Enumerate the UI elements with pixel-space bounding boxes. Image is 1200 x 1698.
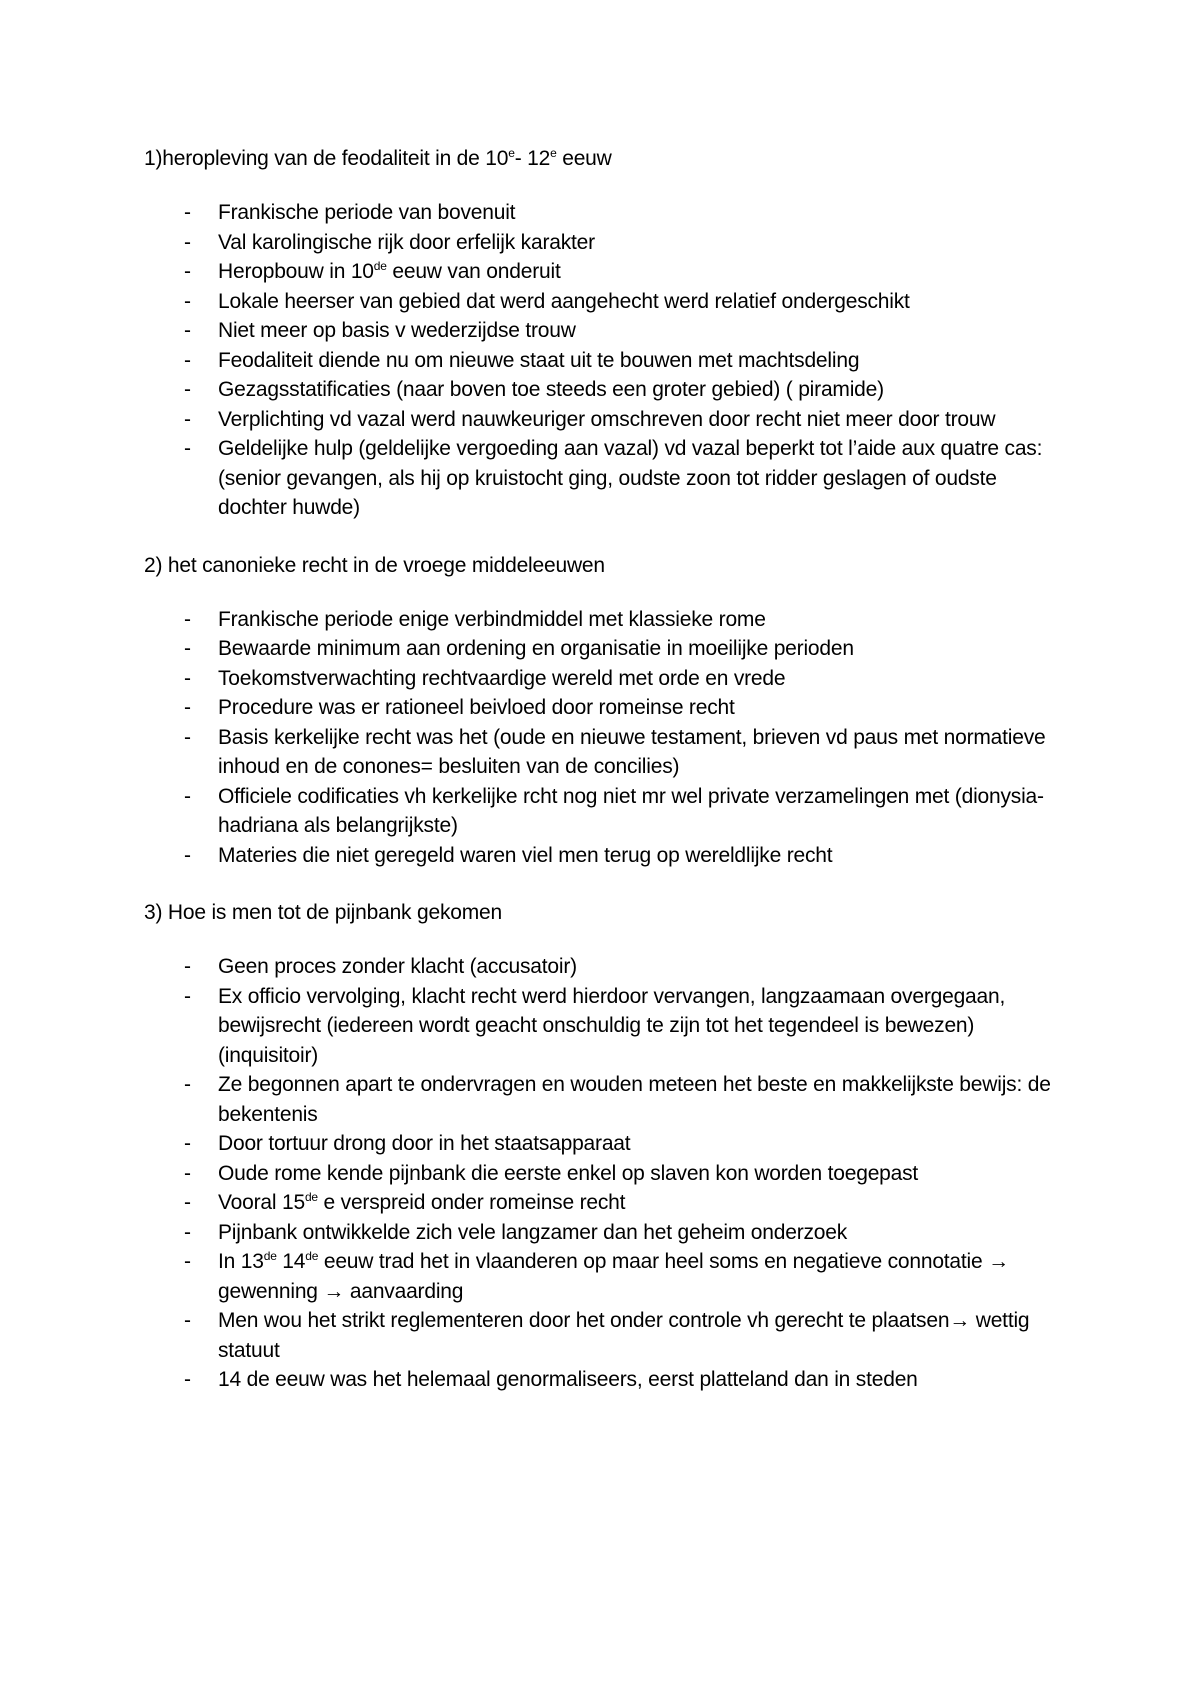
list-item: - Gezagsstatificaties (naar boven toe steeds een groter gebied) ( piramide): [184, 378, 884, 401]
list-item: - Val karolingische rijk door erfelijk karakter: [184, 230, 595, 254]
list-item: - Vooral 15de e verspreid onder romeinse recht: [184, 1190, 626, 1214]
list-item: - Ex officio vervolging, klacht recht werd hierdoor vervangen, langzaamaan overgegaan, bewijsrecht (iedereen wordt geacht onschuldig te zijn tot het tegendeel is bewezen) (inquisitoir): [184, 984, 1006, 1067]
list-item: - Frankische periode van bovenuit: [184, 201, 516, 224]
list-item: - Men wou het strikt reglementeren door het onder controle vh gerecht te plaatsen→ wettig statuut: [184, 1309, 1030, 1362]
list-item: - Toekomstverwachting rechtvaardige wereld met orde en vrede: [184, 666, 786, 690]
list-item: - Ze begonnen apart te ondervragen en wouden meteen het beste en makkelijkste bewijs: de bekentenis: [184, 1073, 1051, 1126]
list-item: - Door tortuur drong door in het staatsapparaat: [184, 1132, 631, 1155]
list-item: - Niet meer op basis v wederzijdse trouw: [184, 319, 576, 342]
bullet-list-3: [144, 952, 1060, 1395]
bullet-list-1: [144, 198, 1060, 523]
list-item: - Lokale heerser van gebied dat werd aangehecht werd relatief ondergeschikt: [184, 289, 910, 313]
section-title-1: 1)heropleving van de feodaliteit in de 10e- 12e eeuw: [144, 146, 612, 170]
list-item: - Feodaliteit diende nu om nieuwe staat uit te bouwen met machtsdeling: [184, 348, 860, 372]
list-item: - Pijnbank ontwikkelde zich vele langzamer dan het geheim onderzoek: [184, 1220, 848, 1244]
list-item: - Procedure was er rationeel beivloed door romeinse recht: [184, 696, 735, 719]
list-item: - Frankische periode enige verbindmiddel met klassieke rome: [184, 607, 766, 631]
list-item: - Officiele codificaties vh kerkelijke rcht nog niet mr wel private verzamelingen met (dionysia-hadriana als belangrijkste): [184, 784, 1044, 837]
list-item: - Materies die niet geregeld waren viel men terug op wereldlijke recht: [184, 843, 833, 867]
section-title-2: 2) het canonieke recht in de vroege middeleeuwen: [144, 553, 605, 577]
list-item: - In 13de 14de eeuw trad het in vlaanderen op maar heel soms en negatieve connotatie → gewenning → aanvaarding: [184, 1249, 1009, 1303]
bullet-list-2: [144, 605, 1060, 871]
list-item: - Verplichting vd vazal werd nauwkeuriger omschreven door recht niet meer door trouw: [184, 407, 996, 431]
list-item: - Heropbouw in 10de eeuw van onderuit: [184, 259, 561, 283]
section-title-3: 3) Hoe is men tot de pijnbank gekomen: [144, 901, 502, 924]
list-item: - 14 de eeuw was het helemaal genormaliseers, eerst platteland dan in steden: [184, 1368, 918, 1391]
list-item: - Basis kerkelijke recht was het (oude en nieuwe testament, brieven vd paus met normatieve inhoud en de conones= besluiten van de concilies): [184, 725, 1046, 778]
list-item: - Bewaarde minimum aan ordening en organisatie in moeilijke perioden: [184, 637, 854, 660]
list-item: - Geldelijke hulp (geldelijke vergoeding aan vazal) vd vazal beperkt tot l’aide aux quatre cas: (senior gevangen, als hij op kruistocht ging, oudste zoon tot ridder geslagen of oudste dochter huwde): [184, 437, 1043, 519]
list-item: - Geen proces zonder klacht (accusatoir): [184, 955, 577, 978]
list-item: - Oude rome kende pijnbank die eerste enkel op slaven kon worden toegepast: [184, 1161, 919, 1185]
